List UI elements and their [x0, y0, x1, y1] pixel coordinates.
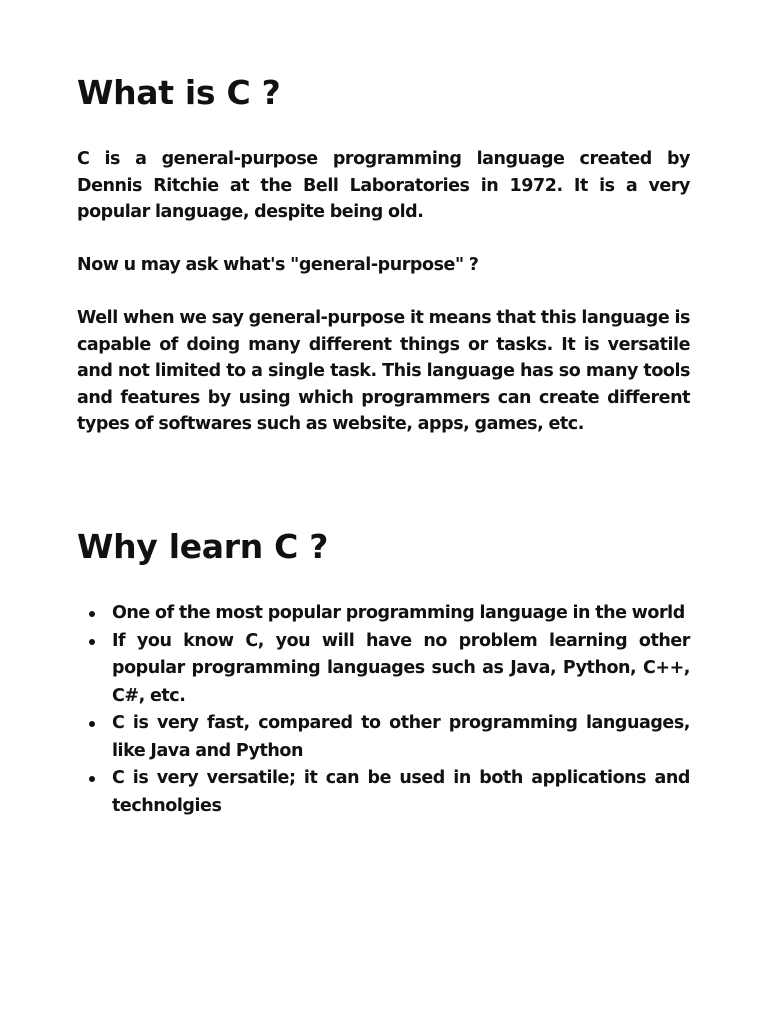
- reasons-list: [77, 600, 690, 820]
- paragraph-question: Now u may ask what's "general-purpose" ?: [77, 255, 479, 275]
- paragraph-explanation: Well when we say general-purpose it means that this language is capable of doing many different things or tasks. It is versatile and not limited to a single task. This language has so many tools and features by using which programmers can create different types of softwares such as website, apps, games, etc.: [77, 308, 690, 434]
- list-item-text: One of the most popular programming language in the world: [112, 603, 685, 623]
- bullet-icon: [89, 639, 95, 645]
- list-item-text: If you know C, you will have no problem learning other popular programming languages such as Java, Python, C++, C#, etc.: [112, 630, 690, 706]
- list-item: [77, 600, 690, 628]
- paragraph-definition: C is a general-purpose programming language created by Dennis Ritchie at the Bell Laboratories in 1972. It is a very popular language, despite being old.: [77, 149, 690, 222]
- heading-what-is-c: What is C ?: [77, 73, 281, 112]
- list-item: [77, 765, 690, 820]
- bullet-icon: [89, 721, 95, 727]
- bullet-icon: [89, 776, 95, 782]
- list-item-text: C is very fast, compared to other programming languages, like Java and Python: [112, 713, 690, 761]
- heading-why-learn-c: Why learn C ?: [77, 527, 329, 566]
- list-item: [77, 628, 690, 711]
- list-item: [77, 710, 690, 765]
- bullet-icon: [89, 611, 95, 617]
- list-item-text: C is very versatile; it can be used in both applications and technolgies: [112, 768, 690, 816]
